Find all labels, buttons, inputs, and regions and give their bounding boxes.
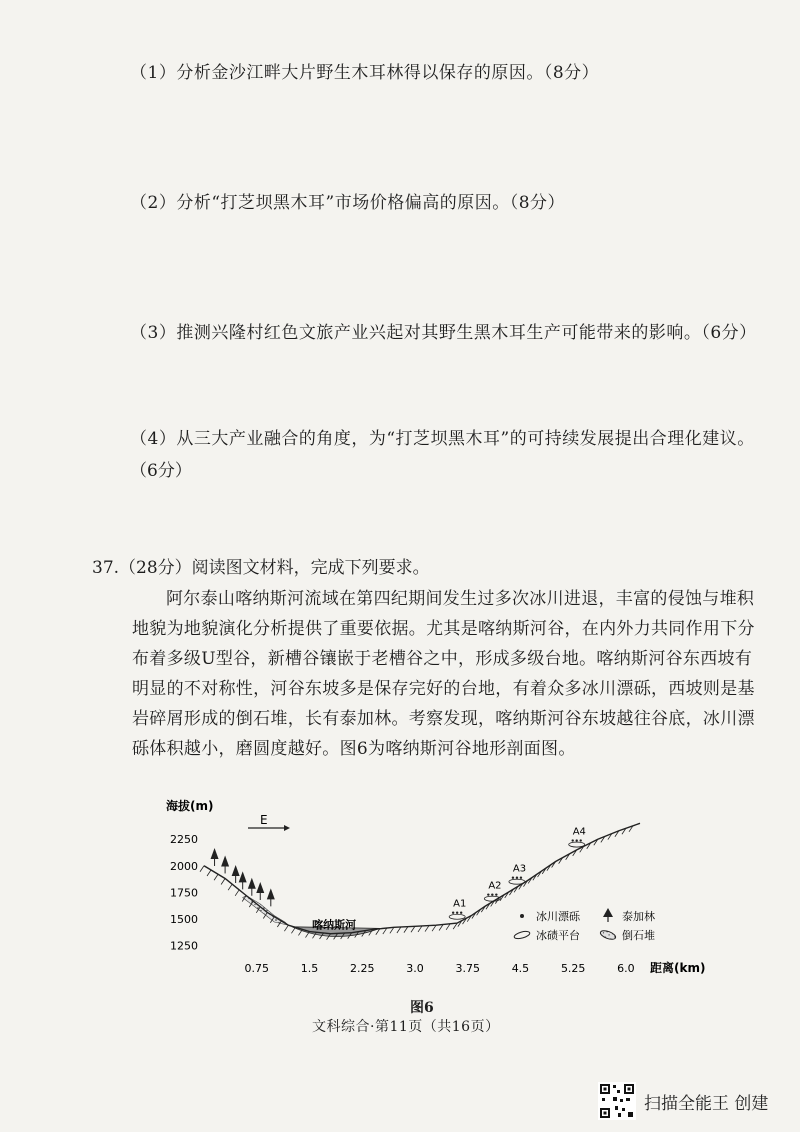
x-tick-label: 1.5 [300, 962, 319, 975]
passage-line: 地貌为地貌演化分析提供了重要依据。尤其是喀纳斯河谷，在内外力共同作用下分 [132, 619, 755, 639]
moraine-platform [449, 914, 465, 919]
boulder-dot [495, 893, 497, 895]
point-label: A2 [488, 880, 502, 892]
scanner-watermark [598, 1082, 768, 1120]
question-1: （1）分析金沙江畔大片野生木耳林得以保存的原因。（8分） [130, 63, 600, 83]
boulder-dot [516, 876, 518, 878]
y-axis [170, 833, 198, 952]
hatch-mark [200, 866, 204, 872]
passage-line: 布着多级U型谷，新槽谷镶嵌于老槽谷之中，形成多级台地。喀纳斯河谷东西坡有 [132, 649, 753, 669]
taiga-tree [256, 882, 264, 893]
legend-label: 倒石堆 [622, 929, 655, 942]
x-tick-label: 0.75 [244, 962, 269, 975]
taiga-tree [248, 878, 256, 889]
taiga-tree [221, 855, 229, 866]
direction-arrow [248, 813, 290, 831]
boulder-dot [520, 876, 522, 878]
boulder-dot [452, 912, 454, 914]
legend-label: 泰加林 [622, 910, 655, 923]
x-axis [244, 962, 634, 975]
boulder-dot [487, 893, 489, 895]
point-label: A4 [572, 826, 586, 838]
y-tick-label: 1750 [170, 886, 198, 900]
passage-line: 砾体积越小，磨圆度越好。图6为喀纳斯河谷地形剖面图。 [132, 739, 576, 759]
question-37-header: 37.（28分）阅读图文材料，完成下列要求。 [92, 558, 430, 578]
question-37-passage [132, 584, 780, 764]
taiga-tree [211, 848, 219, 859]
passage-line: 阿尔泰山喀纳斯河流域在第四纪期间发生过多次冰川进退，丰富的侵蚀与堆积 [166, 589, 755, 609]
taiga-tree [239, 871, 247, 882]
boulder-dot [456, 912, 458, 914]
qr-code-icon [598, 1082, 636, 1120]
moraine-platform [569, 842, 585, 847]
taiga-tree [232, 865, 240, 876]
boulder-dot [512, 876, 514, 878]
boulder-dot [572, 839, 574, 841]
river-label: 喀纳斯河 [312, 918, 357, 932]
boulder-dot [491, 893, 493, 895]
question-2: （2）分析“打芝坝黑木耳”市场价格偏高的原因。（8分） [130, 193, 566, 213]
question-3: （3）推测兴隆村红色文旅产业兴起对其野生黑木耳生产可能带来的影响。（6分） [130, 323, 757, 343]
y-tick-label: 2250 [170, 833, 198, 847]
boulder-dot [460, 912, 462, 914]
x-tick-label: 3.75 [455, 962, 480, 975]
y-tick-label: 1250 [170, 939, 198, 953]
point-label: A1 [453, 898, 467, 910]
y-tick-label: 1500 [170, 912, 198, 926]
boulder-dot [580, 839, 582, 841]
y-axis-label: 海拔(m) [166, 799, 214, 813]
passage-line: 岩碎屑形成的倒石堆，长有泰加林。考察发现，喀纳斯河谷东坡越往谷底，冰川漂 [132, 709, 755, 729]
y-tick-label: 2000 [170, 859, 198, 873]
x-tick-label: 6.0 [617, 962, 635, 975]
x-tick-label: 2.25 [349, 962, 375, 975]
passage-line: 明显的不对称性，河谷东坡多是保存完好的台地，有着众多冰川漂砾，西坡则是基 [132, 679, 755, 699]
x-tick-label: 5.25 [560, 962, 586, 975]
valley-profile-chart [160, 798, 720, 988]
boulder-dot [576, 839, 578, 841]
x-tick-label: 4.5 [511, 962, 530, 975]
x-tick-label: 3.0 [406, 962, 424, 975]
scanner-text: 扫描全能王 创建 [644, 1093, 769, 1114]
point-label: A3 [512, 863, 527, 875]
direction-label: E [260, 813, 268, 827]
boulder-icon [520, 914, 524, 918]
question-4: （4）从三大产业融合的角度，为“打芝坝黑木耳”的可持续发展提出合理化建议。 [130, 429, 755, 449]
legend-label: 冰碛平台 [536, 929, 580, 942]
figure-caption: 图6 [410, 1000, 434, 1016]
page-footer: 文科综合·第11页（共16页） [312, 1019, 500, 1035]
taiga-tree [267, 888, 275, 899]
question-4-score: （6分） [130, 461, 192, 481]
x-axis-label: 距离(km) [650, 961, 706, 975]
moraine-platform [509, 879, 525, 884]
legend-label: 冰川漂砾 [536, 910, 580, 923]
